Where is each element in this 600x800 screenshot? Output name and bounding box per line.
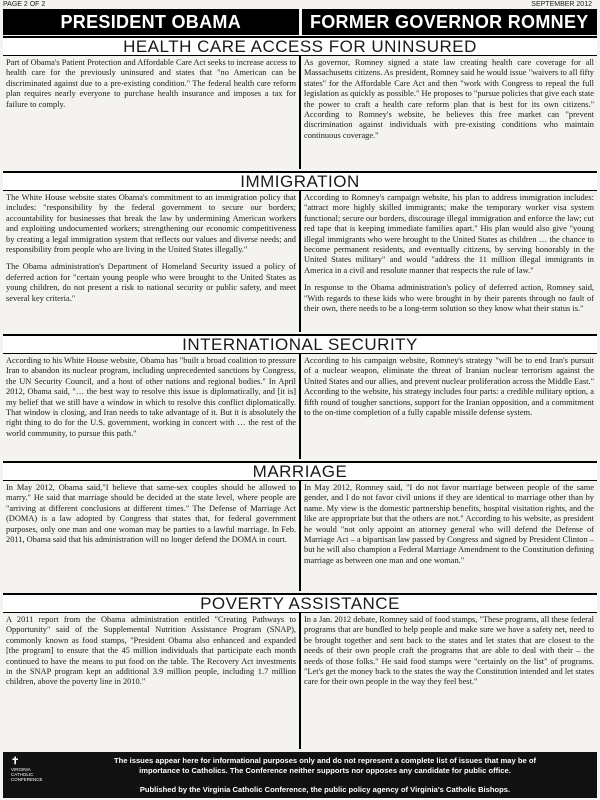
- header-obama: PRESIDENT OBAMA: [3, 9, 299, 35]
- top-line: [3, 0, 592, 9]
- romney-column: [299, 191, 597, 332]
- section-title: POVERTY ASSISTANCE: [3, 593, 597, 613]
- conference-logo: [11, 756, 71, 794]
- romney-text: According to Romney's campaign website, his plan to address immigration includes: "attract more highly skilled immigrants; make the temporary worker visa system functional; secure our borders, discourage illegal immigration and enforce the law; cut red tape that is keeping immediate families apart." His plan would also give "young illegal immigrants who were brought to the United States as children … the chance to become permanent residents, and eventually citizens, by serving honorably in the United States military" and would "address the 11 million illegal immigrants in America in a civil and resolute manner that respects the rule of law.": [304, 193, 594, 275]
- romney-column: [299, 613, 597, 749]
- cross-icon: ✝: [11, 756, 20, 767]
- section-health-care: [3, 36, 597, 171]
- obama-text: A 2011 report from the Obama administration entitled "Creating Pathways to Opportunity" said of the Supplemental Nutrition Assistance Program (SNAP), commonly known as food stamps, "President Obama also enhanced and expanded [the program] to ensure that the 45 million individuals that participate each month continued to have the means to put food on the table. The Recovery Act investments in the SNAP program kept an additional 3.9 million people, including 1.7 million children, above the poverty line in 2010.": [6, 615, 296, 687]
- section-poverty-assistance: [3, 593, 597, 751]
- footer-banner: [3, 752, 597, 798]
- obama-column: [3, 191, 299, 332]
- section-marriage: [3, 461, 597, 593]
- obama-text: Part of Obama's Patient Protection and Affordable Care Act seeks to increase access to health care for the previously uninsured and states that "no American can be discriminated against due to a pre-existing condition." The federal health care reform plan requires nearly everyone to purchase health insurance and imposes a tax for failure to comply.: [6, 58, 296, 109]
- section-columns: [3, 354, 597, 459]
- header-romney: FORMER GOVERNOR ROMNEY: [302, 9, 598, 35]
- section-columns: [3, 613, 597, 749]
- obama-column: [3, 354, 299, 459]
- obama-text: According to his White House website, Obama has "built a broad coalition to pressure Iran to abandon its nuclear program, including unprecedented sanctions by Congress, the UN Security Council, and a host of other nations and regional bodies." In April 2012, Obama said, "… the best way to resolve this issue is diplomatically, and [it is] my belief that we still have a window in which to resolve this conflict diplomatically. That window is closing, and Iran needs to take advantage of it. But it is absolutely the right thing to do for the U.S. government, working in concert with … the rest of the world community, to pursue this path.": [6, 356, 296, 438]
- section-title: IMMIGRATION: [3, 171, 597, 191]
- publisher-text: Published by the Virginia Catholic Conference, the public policy agency of Virginia's Catholic Bishops.: [139, 785, 511, 794]
- obama-text: In May 2012, Obama said,"I believe that same-sex couples should be allowed to marry." He said that marriage should be decided at the state level, where people are "arriving at different conclusions at different times." The Defense of Marriage Act (DOMA) is a law adopted by Congress that states that, for federal government purposes, only one man and one woman may be parties to a lawful marriage. In Feb. 2011, Obama said that his administration will no longer defend the DOMA in court.: [6, 483, 296, 545]
- obama-column: [3, 613, 299, 749]
- section-title: MARRIAGE: [3, 461, 597, 481]
- romney-text: As governor, Romney signed a state law creating health care coverage for all Massachusetts citizens. As president, Romney said he would issue "waivers to all fifty states" for the Affordable Care Act and then "work with Congress to repeal the full legislation as quickly as possible." He proposes to "pursue policies that give each state the power to craft a health care reform plan that is best for its own citizens." According to Romney's website, he believes this free market can "prevent discrimination against individuals with pre-existing conditions who maintain continuous coverage.": [304, 58, 594, 140]
- obama-column: [3, 56, 299, 169]
- candidate-header: [3, 9, 597, 35]
- section-international-security: [3, 334, 597, 461]
- date-label: SEPTEMBER 2012: [531, 1, 592, 8]
- obama-text: The Obama administration's Department of Homeland Security issued a policy of deferred action for "certain young people who were brought to the United States as young children, do not present a risk to national security or public safety, and meet several key criteria.": [6, 262, 296, 303]
- logo-line: CATHOLIC: [11, 772, 34, 777]
- romney-text: In May 2012, Romney said, "I do not favor marriage between people of the same gender, and I do not favor civil unions if they are identical to marriage other than by name. My view is the domestic partnership benefits, hospital visitation rights, and the like are appropriate but that the others are not." According to his website, as president he would "not only appoint an attorney general who will defend the Defense of Marriage Act – a bipartisan law passed by Congress and signed by President Clinton – but he will also champion a Federal Marriage Amendment to the Constitution defining marriage as between one man and one woman.": [304, 483, 594, 565]
- romney-text: In response to the Obama administration's policy of deferred action, Romney said, "With regards to these kids who were brought in by their parents through no fault of their own, there needs to be a long-term solution so they know what their status is.": [304, 283, 594, 314]
- romney-text: According to his campaign website, Romney's strategy "will be to end Iran's pursuit of a nuclear weapon, eliminate the threat of Iranian nuclear terrorism against the United States and our allies, and prevent nuclear proliferation across the Middle East." According to the website, his strategy includes four parts: a credible military option, a fifth round of tougher sanctions, support for the Iranian opposition, and a commitment to the on-time completion of a fully capable missile defense system.: [304, 356, 594, 418]
- logo-line: CONFERENCE: [11, 777, 43, 782]
- obama-column: [3, 481, 299, 591]
- logo-line: VIRGINIA: [11, 767, 31, 772]
- section-title: HEALTH CARE ACCESS FOR UNINSURED: [3, 36, 597, 56]
- disclaimer-text: The issues appear here for informational purposes only and do not represent a complete list of issues that may be of importance to Catholics. The Conference neither supports nor opposes any candidate for public office.: [114, 756, 536, 775]
- section-title: INTERNATIONAL SECURITY: [3, 334, 597, 354]
- obama-text: The White House website states Obama's commitment to an immigration policy that includes: "responsibility by the federal government to secure our borders; accountability for businesses that break the law by undermining American workers and exploiting undocumented workers; strengthening our economic competitiveness by creating a legal immigration system that reflects our values and diverse needs; and responsibility from people who are living in the United States illegally.": [6, 193, 296, 255]
- section-columns: [3, 56, 597, 169]
- section-immigration: [3, 171, 597, 334]
- romney-column: [299, 354, 597, 459]
- romney-column: [299, 481, 597, 591]
- section-columns: [3, 191, 597, 332]
- romney-column: [299, 56, 597, 169]
- page-label: PAGE 2 OF 2: [3, 1, 46, 8]
- section-columns: [3, 481, 597, 591]
- romney-text: In a Jan. 2012 debate, Romney said of food stamps, "These programs, all these federal programs that are bundled to help people and make sure we have a safety net, need to be brought together and sent back to the states and let states that are closest to the needs of their own people craft the programs that are able to deal with their – the needs of those folks." He said food stamps were "certainly on the list" of programs. "Let's get the money back to the states the way the Constitution intended and let states care for their own people in the way they feel best.": [304, 615, 594, 687]
